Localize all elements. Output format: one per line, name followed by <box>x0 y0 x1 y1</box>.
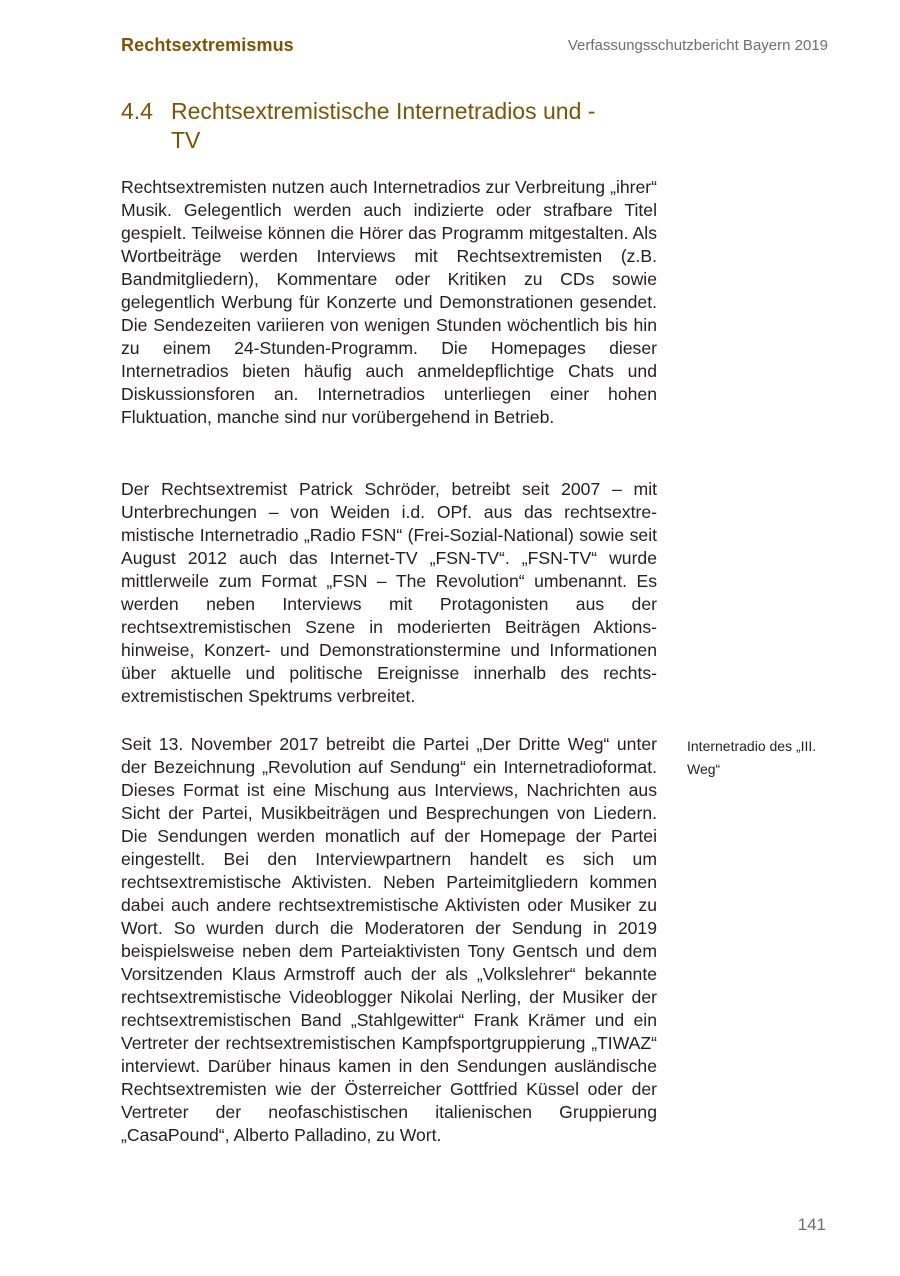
section-title: Rechtsextremistische Internetradios und -TV <box>171 98 596 153</box>
section-number: 4.4 <box>121 98 153 124</box>
paragraph-radio-fsn: Der Rechtsextremist Patrick Schröder, betreibt seit 2007 – mit Unterbrechungen – von Weiden i.d. OPf. aus das rechtsextremistische Internetradio „Radio FSN“ (Frei-Sozial-National) sowie seit August 2012 auch das Internet-TV „FSN-TV“. „FSN-TV“ wurde mittlerweile zum Format „FSN – The Revolution“ umbenannt. Es werden neben Interviews mit Protagonisten aus der rechtsextremistischen Szene in moderierten Beiträgen Aktionshinweise, Konzert- und Demonstrationstermine und Informationen über aktuelle und politische Ereignisse innerhalb des rechtsextremistischen Spektrums verbreitet. <box>121 479 657 706</box>
running-head-publication: Verfassungsschutzbericht Bayern 2019 <box>567 37 828 54</box>
section-heading <box>121 97 601 155</box>
margin-note: Internetradio des „III. Weg“ <box>687 738 817 777</box>
paragraph-der-dritte-weg: Seit 13. November 2017 betreibt die Partei „Der Dritte Weg“ unter der Bezeichnung „Revolution auf Sendung“ ein Internetradioformat. Dieses Format ist eine Mischung aus Interviews, Nachrichten aus Sicht der Partei, Musikbeiträgen und Besprechungen von Liedern. Die Sendungen werden monatlich auf der Homepage der Partei eingestellt. Bei den Interviewpartnern handelt es sich um rechtsextremistische Aktivisten. Neben Parteimitgliedern kommen dabei auch andere rechtsextremistische Aktivisten oder Musiker zu Wort. So wurden durch die Moderatoren der Sendung in 2019 beispielsweise neben dem Parteiaktivisten Tony Gentsch und dem Vorsitzenden Klaus Armstroff auch der als „Volkslehrer“ bekannte rechtsextremistische Videoblogger Nikolai Nerling, der Musiker der rechtsextremistischen Band „Stahlgewitter“ Frank Krämer und ein Vertreter der rechtsextremistischen Kampfsportgruppierung „TIWAZ“ interviewt. Darüber hinaus kamen in den Sendungen ausländische Rechtsextremisten wie der Österreicher Gottfried Küssel oder der Vertreter der neofaschistischen italienischen Gruppierung „CasaPound“, Alberto Palladino, zu Wort. <box>121 734 657 1145</box>
paragraph-internetradios-intro: Rechtsextremisten nutzen auch Internetradios zur Verbreitung „ihrer“ Musik. Gelegentlich werden auch indizierte oder strafbare Titel gespielt. Teilweise können die Hörer das Programm mitgestalten. Als Wortbeiträge werden Interviews mit Rechtsextremisten (z.B. Bandmitgliedern), Kommentare oder Kritiken zu CDs sowie gelegentlich Werbung für Konzerte und Demonstrationen gesendet. Die Sendezeiten variieren von wenigen Stunden wöchentlich bis hin zu einem 24-Stunden-Programm. Die Homepages dieser Internetradios bieten häufig auch anmeldepflichtige Chats und Diskussionsforen an. Internetradios unterliegen einer hohen Fluktuation, manche sind nur vorübergehend in Betrieb. <box>121 177 657 427</box>
running-head-chapter: Rechtsextremismus <box>121 35 294 55</box>
page-number: 141 <box>797 1215 826 1234</box>
